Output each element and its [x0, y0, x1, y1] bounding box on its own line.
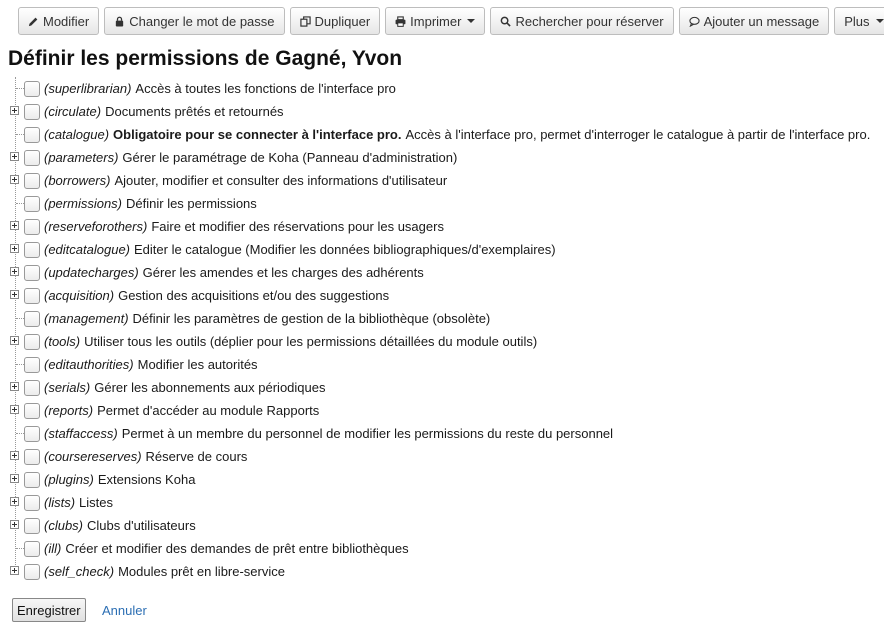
permission-row: [10, 261, 880, 284]
permission-code[interactable]: (parameters): [44, 150, 119, 165]
permission-checkbox[interactable]: [24, 334, 40, 350]
permission-code[interactable]: (management): [44, 311, 129, 326]
permission-description[interactable]: Permet d'accéder au module Rapports: [97, 403, 320, 418]
lock-icon: [114, 16, 125, 27]
expand-icon[interactable]: [10, 290, 19, 299]
permission-row: [10, 77, 880, 100]
permission-row: [10, 422, 880, 445]
permission-row: [10, 445, 880, 468]
edit-button-label: Modifier: [43, 13, 90, 29]
edit-button[interactable]: [18, 7, 99, 35]
permission-row: [10, 468, 880, 491]
permission-row: [10, 169, 880, 192]
cancel-link[interactable]: Annuler: [102, 603, 147, 618]
permission-description[interactable]: Utiliser tous les outils (déplier pour les permissions détaillées du module outils): [84, 334, 538, 349]
permission-description[interactable]: Modules prêt en libre-service: [118, 564, 285, 579]
permission-description[interactable]: Editer le catalogue (Modifier les données bibliographiques/d'exemplaires): [134, 242, 556, 257]
permission-description[interactable]: Gestion des acquisitions et/ou des suggestions: [118, 288, 390, 303]
expand-icon[interactable]: [10, 106, 19, 115]
pencil-icon: [28, 16, 39, 27]
permission-code[interactable]: (catalogue): [44, 127, 110, 142]
toolbar: [18, 7, 884, 35]
permission-description[interactable]: Permet à un membre du personnel de modifier les permissions du reste du personnel: [121, 426, 614, 441]
copy-icon: [300, 16, 311, 27]
permission-row: [10, 399, 880, 422]
permission-checkbox[interactable]: [24, 564, 40, 580]
permission-code[interactable]: (reports): [44, 403, 94, 418]
save-button[interactable]: Enregistrer: [12, 598, 86, 622]
permission-tree: [10, 77, 880, 583]
expand-icon[interactable]: [10, 175, 19, 184]
duplicate-button-label: Dupliquer: [314, 13, 371, 29]
more-button[interactable]: [834, 7, 884, 35]
permission-row: [10, 192, 880, 215]
more-button-label: Plus: [844, 13, 870, 29]
permission-code[interactable]: (editcatalogue): [44, 242, 130, 257]
tree-connector: [16, 433, 24, 434]
permission-code[interactable]: (tools): [44, 334, 81, 349]
permission-row: [10, 491, 880, 514]
comment-icon: [689, 16, 700, 27]
expand-icon[interactable]: [10, 451, 19, 460]
permission-row: [10, 123, 880, 146]
permission-checkbox[interactable]: [24, 104, 40, 120]
permission-description[interactable]: Gérer les abonnements aux périodiques: [94, 380, 326, 395]
permission-code[interactable]: (borrowers): [44, 173, 111, 188]
permission-checkbox[interactable]: [24, 219, 40, 235]
permission-required-note: Obligatoire pour se connecter à l'interface pro.: [113, 127, 402, 142]
permission-description[interactable]: Listes: [79, 495, 114, 510]
expand-icon[interactable]: [10, 520, 19, 529]
permission-checkbox[interactable]: [24, 127, 40, 143]
print-button-label: Imprimer: [410, 13, 462, 29]
page-title: Définir les permissions de Gagné, Yvon: [8, 47, 403, 70]
permission-checkbox[interactable]: [24, 196, 40, 212]
permission-description[interactable]: Accès à toutes les fonctions de l'interface pro: [135, 81, 396, 96]
permission-code[interactable]: (permissions): [44, 196, 123, 211]
permission-code[interactable]: (editauthorities): [44, 357, 134, 372]
expand-icon[interactable]: [10, 497, 19, 506]
permission-code[interactable]: (lists): [44, 495, 76, 510]
permission-checkbox[interactable]: [24, 426, 40, 442]
permission-checkbox[interactable]: [24, 518, 40, 534]
permission-row: [10, 307, 880, 330]
expand-icon[interactable]: [10, 221, 19, 230]
change-password-button[interactable]: [104, 7, 284, 35]
tree-connector: [16, 88, 24, 89]
permission-checkbox[interactable]: [24, 357, 40, 373]
expand-icon[interactable]: [10, 382, 19, 391]
permission-description[interactable]: Définir les paramètres de gestion de la bibliothèque (obsolète): [132, 311, 491, 326]
permission-code[interactable]: (serials): [44, 380, 91, 395]
print-button[interactable]: [385, 7, 485, 35]
permission-checkbox[interactable]: [24, 403, 40, 419]
expand-icon[interactable]: [10, 244, 19, 253]
change-password-button-label: Changer le mot de passe: [129, 13, 275, 29]
caret-down-icon: [467, 19, 475, 23]
print-icon: [395, 16, 406, 27]
permission-description[interactable]: Accès à l'interface pro, permet d'interroger le catalogue à partir de l'interface pro.: [405, 127, 871, 142]
permission-description[interactable]: Gérer les amendes et les charges des adhérents: [142, 265, 424, 280]
permission-code[interactable]: (reserveforothers): [44, 219, 148, 234]
permission-code[interactable]: (acquisition): [44, 288, 115, 303]
permission-row: [10, 514, 880, 537]
tree-connector: [16, 548, 24, 549]
permission-code[interactable]: (ill): [44, 541, 62, 556]
permission-description[interactable]: Faire et modifier des réservations pour les usagers: [151, 219, 444, 234]
permission-row: [10, 215, 880, 238]
permission-row: [10, 146, 880, 169]
permission-code[interactable]: (staffaccess): [44, 426, 118, 441]
search-hold-button[interactable]: [490, 7, 673, 35]
tree-connector: [16, 203, 24, 204]
permission-description[interactable]: Ajouter, modifier et consulter des informations d'utilisateur: [114, 173, 448, 188]
permission-code[interactable]: (updatecharges): [44, 265, 139, 280]
add-message-button-label: Ajouter un message: [703, 13, 820, 29]
permission-checkbox[interactable]: [24, 541, 40, 557]
permission-description[interactable]: Extensions Koha: [97, 472, 196, 487]
permission-code[interactable]: (plugins): [44, 472, 94, 487]
expand-icon[interactable]: [10, 474, 19, 483]
tree-connector: [16, 134, 24, 135]
caret-down-icon: [876, 19, 884, 23]
permission-row: [10, 238, 880, 261]
duplicate-button[interactable]: [290, 7, 381, 35]
permission-checkbox[interactable]: [24, 242, 40, 258]
permission-checkbox[interactable]: [24, 150, 40, 166]
permission-code[interactable]: (coursereserves): [44, 449, 142, 464]
permission-row: [10, 100, 880, 123]
tree-connector: [16, 318, 24, 319]
permission-checkbox[interactable]: [24, 81, 40, 97]
expand-icon[interactable]: [10, 566, 19, 575]
permission-description[interactable]: Documents prêtés et retournés: [105, 104, 284, 119]
permission-row: [10, 376, 880, 399]
permission-checkbox[interactable]: [24, 288, 40, 304]
search-icon: [500, 16, 511, 27]
permission-checkbox[interactable]: [24, 472, 40, 488]
permission-description[interactable]: Réserve de cours: [145, 449, 248, 464]
permission-description[interactable]: Modifier les autorités: [137, 357, 258, 372]
expand-icon[interactable]: [10, 152, 19, 161]
permission-row: [10, 560, 880, 583]
permission-description[interactable]: Gérer le paramétrage de Koha (Panneau d'administration): [122, 150, 458, 165]
permission-description[interactable]: Créer et modifier des demandes de prêt entre bibliothèques: [65, 541, 409, 556]
permission-row: [10, 537, 880, 560]
permission-description[interactable]: Clubs d'utilisateurs: [87, 518, 196, 533]
expand-icon[interactable]: [10, 336, 19, 345]
permission-checkbox[interactable]: [24, 380, 40, 396]
expand-icon[interactable]: [10, 405, 19, 414]
permission-checkbox[interactable]: [24, 495, 40, 511]
permission-code[interactable]: (self_check): [44, 564, 115, 579]
permission-row: [10, 330, 880, 353]
permission-checkbox[interactable]: [24, 265, 40, 281]
add-message-button[interactable]: [679, 7, 830, 35]
permission-checkbox[interactable]: [24, 173, 40, 189]
permission-description[interactable]: Définir les permissions: [126, 196, 257, 211]
permission-code[interactable]: (circulate): [44, 104, 102, 119]
permission-row: [10, 353, 880, 376]
search-hold-button-label: Rechercher pour réserver: [515, 13, 664, 29]
permission-checkbox[interactable]: [24, 449, 40, 465]
permission-row: [10, 284, 880, 307]
permission-code[interactable]: (superlibrarian): [44, 81, 132, 96]
permission-code[interactable]: (clubs): [44, 518, 84, 533]
permission-checkbox[interactable]: [24, 311, 40, 327]
tree-connector: [16, 364, 24, 365]
expand-icon[interactable]: [10, 267, 19, 276]
